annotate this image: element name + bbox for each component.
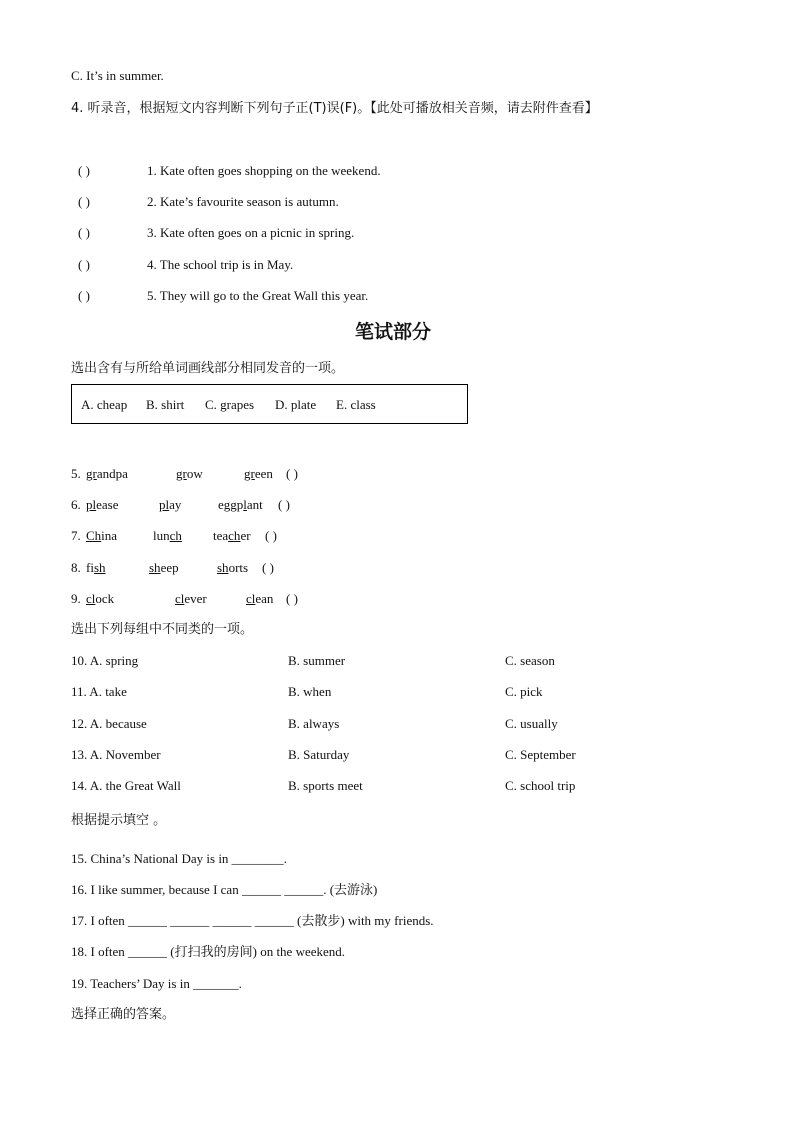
tf-statement: 3. Kate often goes on a picnic in spring. — [147, 225, 355, 240]
choose-instruction: 选择正确的答案。 — [71, 1007, 176, 1022]
answer-paren[interactable]: ( ) — [286, 466, 298, 481]
option-d: D. plate — [275, 397, 317, 412]
question-number: 8. — [71, 560, 81, 575]
option-c: C. grapes — [205, 397, 255, 412]
option-a: A. cheap — [81, 397, 128, 412]
word-2: grow — [176, 466, 203, 481]
option-b: B. summer — [288, 653, 346, 668]
fill-blank-item[interactable]: 18. I often ______ (打扫我的房间) on the weekend. — [71, 944, 346, 959]
option-e: E. class — [336, 397, 376, 412]
option-b: B. always — [288, 716, 340, 731]
option-c: C. pick — [505, 684, 543, 699]
phonics-option-box — [71, 384, 468, 424]
odd-one-out-instruction: 选出下列每组中不同类的一项。 — [71, 622, 254, 637]
answer-paren[interactable]: ( ) — [78, 163, 90, 178]
word-1: fish — [86, 560, 106, 575]
question-number: 9. — [71, 591, 81, 606]
option-b: B. when — [288, 684, 332, 699]
word-1: grandpa — [86, 466, 128, 481]
answer-paren[interactable]: ( ) — [78, 288, 90, 303]
option-c: C. season — [505, 653, 555, 668]
word-2: play — [159, 497, 182, 512]
tf-statement: 2. Kate’s favourite season is autumn. — [147, 194, 339, 209]
tf-statement: 4. The school trip is in May. — [147, 257, 294, 272]
option-c: C. usually — [505, 716, 558, 731]
tf-statement: 5. They will go to the Great Wall this year. — [147, 288, 369, 303]
answer-paren[interactable]: ( ) — [278, 497, 290, 512]
option-a: 13. A. November — [71, 747, 161, 762]
word-1: please — [86, 497, 119, 512]
option-c: C. September — [505, 747, 576, 762]
word-2: lunch — [153, 528, 182, 543]
word-2: sheep — [149, 560, 179, 575]
word-3: clean — [246, 591, 274, 606]
fill-blank-item[interactable]: 17. I often ______ ______ ______ ______ (去散步) with my friends. — [71, 913, 434, 928]
answer-paren[interactable]: ( ) — [265, 528, 277, 543]
option-a: 14. A. the Great Wall — [71, 778, 181, 793]
answer-paren[interactable]: ( ) — [286, 591, 298, 606]
word-3: green — [244, 466, 273, 481]
answer-paren[interactable]: ( ) — [78, 257, 90, 272]
word-2: clever — [175, 591, 207, 606]
previous-option-c: C. It’s in summer. — [71, 68, 164, 83]
option-a: 10. A. spring — [71, 653, 139, 668]
option-b: B. sports meet — [288, 778, 363, 793]
answer-paren[interactable]: ( ) — [262, 560, 274, 575]
listening-prompt: 4. 听录音，根据短文内容判断下列句子正(T)误(F)。【此处可播放相关音频，请去附件查看】 — [71, 101, 598, 116]
fill-blank-item[interactable]: 19. Teachers’ Day is in _______. — [71, 976, 242, 991]
phonics-instruction: 选出含有与所给单词画线部分相同发音的一项。 — [71, 361, 345, 376]
word-1: China — [86, 528, 118, 543]
question-number: 7. — [71, 528, 81, 543]
option-b: B. shirt — [146, 397, 185, 412]
word-3: teacher — [213, 528, 251, 543]
word-3: eggplant — [218, 497, 263, 512]
fill-blanks-instruction: 根据提示填空 。 — [71, 813, 167, 828]
question-number: 6. — [71, 497, 81, 512]
fill-blank-item[interactable]: 16. I like summer, because I can ______ ______. (去游泳) — [71, 882, 378, 897]
option-a: 12. A. because — [71, 716, 147, 731]
tf-statement: 1. Kate often goes shopping on the weekend. — [147, 163, 381, 178]
answer-paren[interactable]: ( ) — [78, 225, 90, 240]
option-b: B. Saturday — [288, 747, 350, 762]
option-a: 11. A. take — [71, 684, 127, 699]
word-3: shorts — [217, 560, 249, 575]
section-title: 笔试部分 — [355, 321, 432, 343]
word-1: clock — [86, 591, 115, 606]
option-c: C. school trip — [505, 778, 576, 793]
fill-blank-item[interactable]: 15. China’s National Day is in ________. — [71, 851, 287, 866]
answer-paren[interactable]: ( ) — [78, 194, 90, 209]
question-number: 5. — [71, 466, 81, 481]
